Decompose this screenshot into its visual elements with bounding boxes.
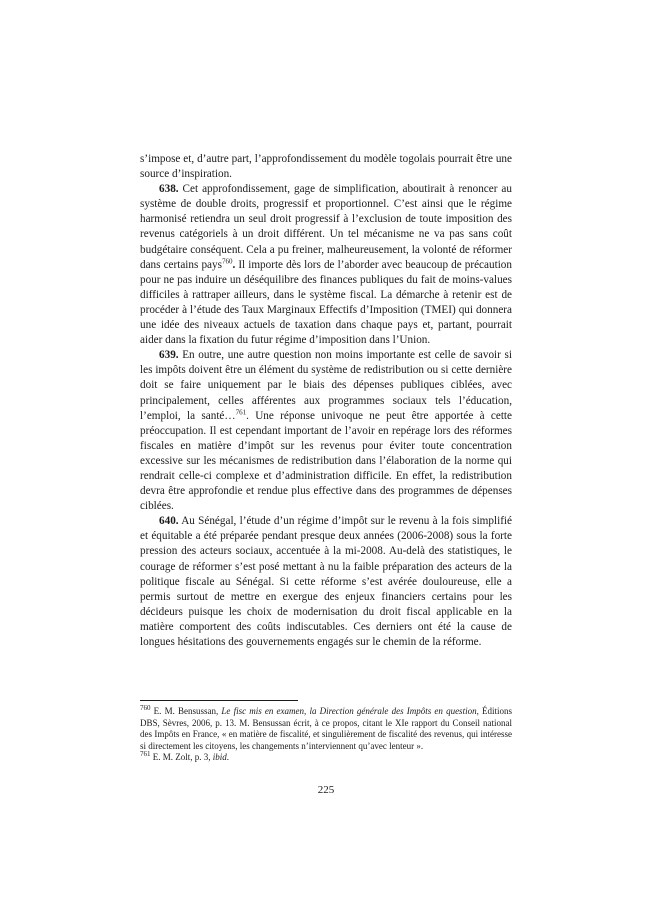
footnote-ref-760[interactable]: 760 — [221, 256, 233, 265]
footnotes — [140, 706, 512, 764]
body-text — [140, 152, 512, 650]
footnote-divider — [140, 700, 298, 701]
footnote-ref-761[interactable]: 761 — [235, 407, 247, 416]
footnote-marker: 760 — [140, 704, 151, 712]
paragraph-640: 640. Au Sénégal, l’étude d’un régime d’impôt sur le revenu à la fois simplifié et équitable a été préparée pendant presque deux années (2006-2008) sous la forte pression des acteurs sociaux, accentuée à la mi-2008. Au-delà des statistiques, le courage de réformer s’est posé mettant à nu la faible préparation des acteurs de la politique fiscale au Sénégal. Si cette réforme s’est avérée douloureuse, elle a permis surtout de mettre en exergue des enjeux financiers certains pour les décideurs puisque les choix de modernisation du droit fiscal applicable en la matière comportent des coûts indiscutables. Ces derniers ont été la cause de longues hésitations des gouvernements engagés sur le chemin de la réforme. — [140, 515, 512, 648]
footnote-760: $^{760}$ E. M. Bensussan, Le fisc mis en examen, la Direction générale des Impôts en question, Éditions DBS, Sèvres, 2006, p. 13. M. Bensussan écrit, à ce propos, citant le XIe rapport du Conseil national des Impôts en France, « en matière de fiscalité, et singulièrement de fiscalité des revenus, qui intéresse si directement les citoyens, les changements n’interviennent qu’avec lenteur ». — [140, 704, 512, 751]
paragraph-number: 640. — [159, 515, 179, 528]
page-number: 225 — [317, 784, 335, 796]
paragraph-continuation: s’impose et, d’autre part, l’approfondissement du modèle togolais pourrait être une source d’inspiration. — [140, 153, 512, 181]
paragraph-number: 639. — [159, 349, 179, 362]
footnote-marker: 761 — [140, 750, 151, 759]
paragraph-638: 638. Cet approfondissement, gage de simplification, aboutirait à renoncer au système de double droits, progressif et proportionnel. C’est ainsi que le régime harmonisé retiendra un seul droit progressif à l’exclusion de toute imposition des revenus catégoriels à un droit différent. Un tel mécanisme ne va pas sans coût budgétaire conséquent. Cela a pu freiner, malheureusement, la volonté de réformer dans certains pays$^{760}$. Il importe dès lors de l’aborder avec beaucoup de précaution pour ne pas induire un déséquilibre des finances publiques du fait de moins-values difficiles à rattraper ailleurs, dans le système fiscal. La démarche à retenir est de procéder à l’étude des Taux Marginaux Effectifs d’Imposition (TMEI) qui donnera une idée des niveaux actuels de taxation dans chaque pays et, partant, pourrait aider dans la fixation du futur régime d’imposition dans l’Union. — [140, 183, 512, 347]
footnote-761: $^{761}$ E. M. Zolt, p. 3, ibid. — [140, 750, 230, 763]
paragraph-639: 639. En outre, une autre question non moins importante est celle de savoir si les impôts doivent être un élément du système de redistribution ou si cette dernière doit se faire uniquement par le biais des dépenses publiques ciblées, avec principalement, celles afférentes aux programmes sociaux tels l’éducation, l’emploi, la santé…$^{761}$. Une réponse univoque ne peut être apportée à cette préoccupation. Il est cependant important de l’avoir en repérage lors des réformes fiscales en matière d’impôt sur les revenus pour éviter toute concentration excessive sur les mécanismes de redistribution dans l’élaboration de la norme qui rendrait celle-ci complexe et d’administration difficile. En effet, la redistribution devra être approfondie et rendue plus effective dans des programmes de dépenses ciblées. — [140, 349, 512, 513]
footnote-book-title: Le fisc mis en examen, la Direction générale des Impôts en question — [221, 706, 477, 716]
paragraph-number: 638. — [159, 183, 179, 196]
